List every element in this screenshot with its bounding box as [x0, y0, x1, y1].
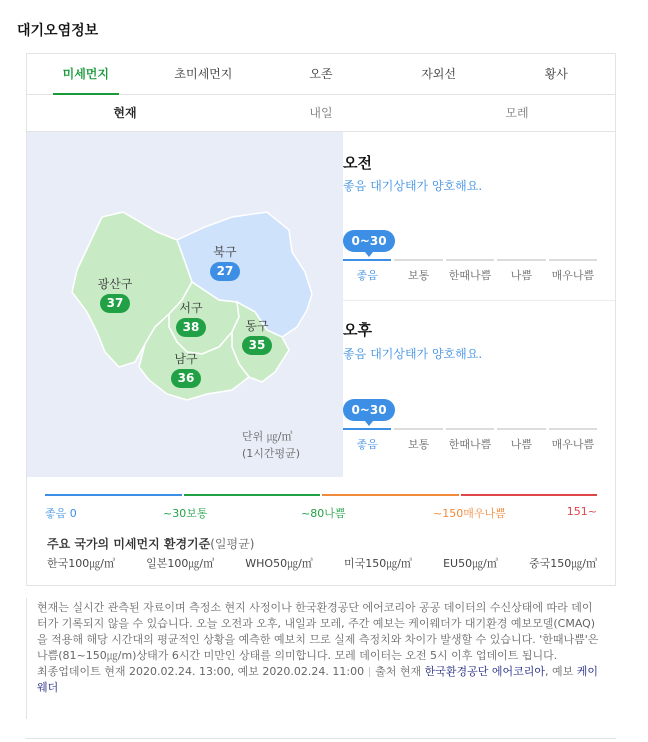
unit-line: 단위 ㎍/㎥ — [242, 430, 293, 443]
status-grade: 좋음 — [343, 347, 367, 361]
district-bukgu[interactable] — [195, 244, 255, 281]
standards-list — [47, 555, 597, 571]
update-time: 최종업데이트 현재 2020.02.24. 13:00, 예보 2020.02.24. 11:00 — [37, 665, 365, 678]
standard-item: 중국150㎍/㎥ — [529, 557, 597, 570]
pollutant-tabs — [27, 54, 615, 95]
standard-item: 한국100㎍/㎥ — [47, 557, 115, 570]
period-status — [343, 345, 482, 362]
status-description: 대기상태가 양호해요. — [370, 347, 483, 361]
air-quality-card — [26, 53, 616, 586]
scale-label: ~150매우나쁨 — [433, 507, 506, 520]
district-name: 동구 — [245, 319, 269, 333]
period-title: 오전 — [343, 154, 372, 172]
page-title: 대기오염정보 — [17, 23, 99, 39]
forecast-am — [343, 132, 615, 300]
forecast-pm — [343, 301, 615, 477]
period-title: 오후 — [343, 321, 372, 339]
district-name: 북구 — [213, 245, 237, 259]
tab-yellow-dust[interactable]: 황사 — [544, 67, 568, 81]
district-donggu[interactable] — [227, 318, 287, 355]
source-airkorea-link[interactable]: 한국환경공단 에어코리아 — [424, 665, 545, 678]
tab-ultrafine-dust[interactable]: 초미세먼지 — [174, 67, 233, 81]
district-value-badge: 35 — [242, 336, 272, 355]
level-very-bad: 매우나쁨 — [549, 259, 597, 283]
level-very-bad: 매우나쁨 — [549, 428, 597, 452]
district-value-badge: 27 — [210, 262, 240, 281]
district-name: 남구 — [174, 352, 198, 366]
tab-uv[interactable]: 자외선 — [421, 67, 456, 81]
data-notice — [26, 598, 616, 719]
grade-scale-labels — [45, 505, 597, 519]
source-label: 출처 현재 — [375, 665, 422, 678]
district-gwangsangu[interactable] — [85, 276, 145, 313]
tab-fine-dust[interactable]: 미세먼지 — [27, 54, 145, 94]
district-name: 서구 — [179, 301, 203, 315]
unit-label — [242, 428, 300, 462]
scale-label: ~30보통 — [163, 507, 208, 520]
standards-title-sub: (일평균) — [210, 537, 255, 551]
level-normal: 보통 — [394, 428, 442, 452]
district-seogu[interactable] — [161, 300, 221, 337]
tab-tomorrow[interactable]: 내일 — [309, 106, 333, 120]
level-track — [343, 259, 597, 283]
notice-text: 현재는 실시간 관측된 자료이며 측정소 현지 사정이나 한국환경공단 에어코리아 공공 데이터의 수신상태에 따라 데이터가 기록되지 않을 수 있습니다. 오늘 오전과 오후, 내일과 모레, 주간 예보는 케이웨더가 대기환경 예보모델(CMAQ)을 적용해 해당 시간대의 평균적인 상황을 예측한 예보치 므로 실제 측정치와 차이가 발생할 수 있습니다. '한때나쁨'은 나쁨(81~150㎍/m)상태가 6시간 미만인 상태를 의미합니다. 모레 데이터는 오전 5시 이후 업데이트 됩니다. — [37, 601, 599, 662]
source-divider — [369, 667, 370, 677]
district-map — [27, 132, 343, 477]
standard-item: EU50㎍/㎥ — [443, 557, 498, 570]
scale-label: ~80나쁨 — [301, 507, 346, 520]
level-bad: 나쁨 — [497, 428, 545, 452]
district-name: 광산구 — [97, 277, 133, 291]
district-value-badge: 37 — [100, 294, 130, 313]
standard-item: 미국150㎍/㎥ — [343, 557, 412, 570]
district-value-badge: 36 — [171, 369, 201, 388]
source-kweather-link[interactable]: 케이웨더 — [37, 665, 599, 694]
grade-scale-bar — [45, 494, 597, 496]
tab-now[interactable]: 현재 — [113, 106, 137, 120]
tab-ozone[interactable]: 오존 — [309, 67, 333, 81]
standard-item: 일본100㎍/㎥ — [146, 557, 215, 570]
district-namgu[interactable] — [156, 351, 216, 388]
status-description: 대기상태가 양호해요. — [370, 179, 483, 193]
source-forecast-label: , 예보 — [545, 665, 574, 678]
standard-item: WHO50㎍/㎥ — [245, 557, 313, 570]
bottom-divider — [26, 738, 616, 739]
status-grade: 좋음 — [343, 179, 367, 193]
scale-segment-very-bad — [461, 494, 598, 496]
scale-segment-bad — [322, 494, 459, 496]
level-normal: 보통 — [394, 259, 442, 283]
standards-title-text: 주요 국가의 미세먼지 환경기준 — [47, 537, 211, 551]
level-good: 좋음 — [343, 428, 391, 452]
scale-segment-normal — [184, 494, 321, 496]
level-track — [343, 428, 597, 452]
tab-day-after[interactable]: 모레 — [505, 106, 529, 120]
standards-title — [47, 535, 254, 552]
update-info — [37, 664, 603, 696]
level-good: 좋음 — [343, 259, 391, 283]
scale-label: 151~ — [566, 505, 597, 518]
day-tabs — [27, 95, 615, 132]
scale-segment-good — [45, 494, 182, 496]
range-pill: 0~30 — [343, 230, 395, 252]
period-status — [343, 177, 482, 194]
unit-period: (1시간평균) — [242, 447, 301, 460]
level-sometimes-bad: 한때나쁨 — [446, 259, 494, 283]
range-pill: 0~30 — [343, 399, 395, 421]
level-bad: 나쁨 — [497, 259, 545, 283]
level-sometimes-bad: 한때나쁨 — [446, 428, 494, 452]
scale-label: 좋음 0 — [45, 507, 77, 520]
district-value-badge: 38 — [176, 318, 206, 337]
